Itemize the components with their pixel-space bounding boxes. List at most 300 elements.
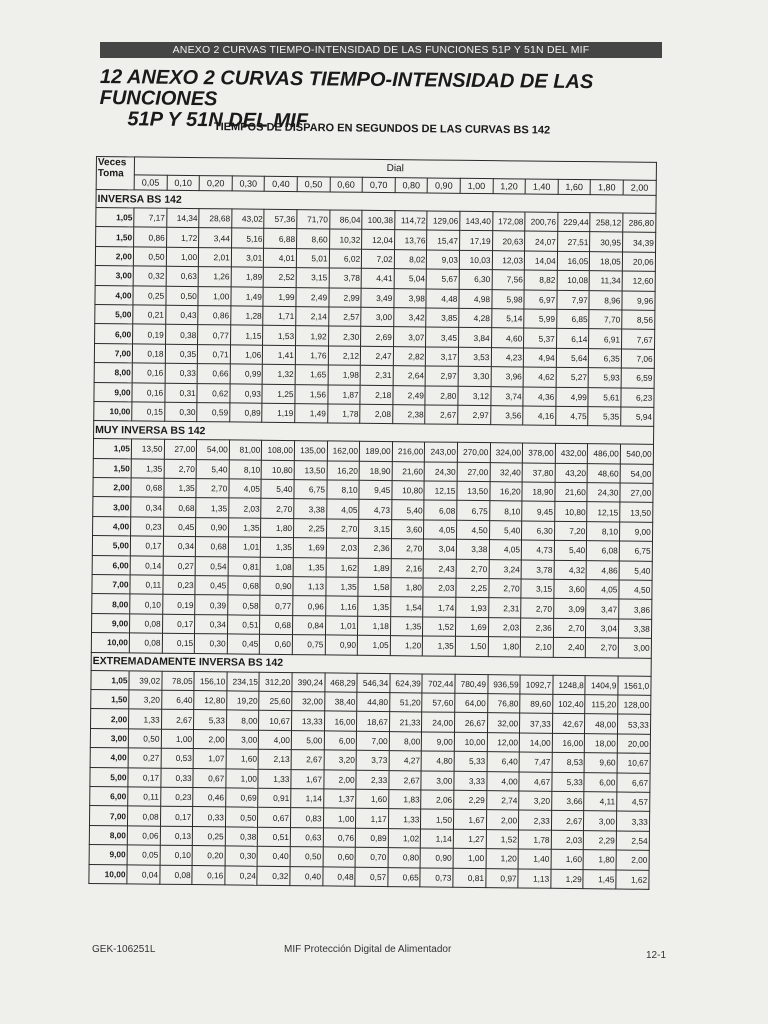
time-value-cell: 0,70 [355, 847, 388, 867]
time-value-cell: 4,86 [586, 560, 619, 580]
multiple-cell: 1,50 [93, 458, 131, 478]
table-body [89, 190, 656, 890]
time-value-cell: 378,00 [522, 443, 555, 463]
time-value-cell: 1,92 [295, 326, 328, 346]
time-value-cell: 5,61 [588, 387, 621, 407]
time-value-cell: 0,83 [290, 808, 323, 828]
time-value-cell: 4,94 [523, 348, 556, 368]
multiple-cell: 7,00 [89, 806, 127, 826]
time-value-cell: 8,10 [326, 480, 359, 500]
time-value-cell: 3,78 [329, 268, 362, 288]
time-value-cell: 2,67 [291, 750, 324, 770]
time-value-cell: 81,00 [229, 440, 262, 460]
time-value-cell: 0,63 [166, 266, 199, 286]
time-value-cell: 27,00 [164, 440, 197, 460]
time-value-cell: 2,06 [421, 790, 454, 810]
time-value-cell: 19,20 [226, 691, 259, 711]
time-value-cell: 16,00 [552, 733, 585, 753]
time-value-cell: 1,35 [390, 616, 423, 636]
multiple-cell: 6,00 [90, 786, 128, 806]
time-value-cell: 3,44 [199, 228, 232, 248]
time-value-cell: 0,90 [325, 635, 358, 655]
time-value-cell: 0,40 [290, 866, 323, 886]
time-value-cell: 0,75 [292, 635, 325, 655]
time-value-cell: 4,16 [523, 406, 556, 426]
time-value-cell: 1,13 [518, 868, 551, 888]
time-value-cell: 270,00 [457, 443, 490, 463]
time-value-cell: 0,91 [258, 788, 291, 808]
time-value-cell: 8,10 [229, 460, 262, 480]
time-value-cell: 200,76 [525, 212, 558, 232]
time-value-cell: 0,30 [164, 402, 197, 422]
time-value-cell: 1,35 [423, 636, 456, 656]
time-value-cell: 3,38 [618, 619, 651, 639]
time-value-cell: 3,04 [424, 539, 457, 559]
time-value-cell: 0,33 [193, 807, 226, 827]
time-value-cell: 1,00 [166, 247, 199, 267]
time-value-cell: 1,14 [291, 789, 324, 809]
time-value-cell: 4,32 [554, 560, 587, 580]
time-value-cell: 0,34 [163, 536, 196, 556]
time-value-cell: 5,98 [491, 289, 524, 309]
time-value-cell: 12,80 [194, 691, 227, 711]
time-value-cell: 0,05 [127, 845, 160, 865]
time-value-cell: 0,99 [230, 364, 263, 384]
time-value-cell: 13,76 [394, 230, 427, 250]
time-value-cell: 6,67 [617, 773, 650, 793]
time-value-cell: 1,33 [129, 709, 162, 729]
time-value-cell: 5,27 [556, 367, 589, 387]
time-value-cell: 86,04 [329, 210, 362, 230]
dial-header: Dial [134, 157, 656, 180]
time-value-cell: 5,40 [554, 541, 587, 561]
time-value-cell: 10,32 [329, 229, 362, 249]
time-value-cell: 4,99 [556, 387, 589, 407]
time-value-cell: 1,80 [583, 850, 616, 870]
time-value-cell: 432,00 [555, 444, 588, 464]
time-value-cell: 2,08 [360, 404, 393, 424]
time-value-cell: 4,00 [259, 730, 292, 750]
time-value-cell: 0,86 [198, 306, 231, 326]
time-value-cell: 1248,8 [553, 675, 586, 695]
time-value-cell: 3,84 [458, 328, 491, 348]
time-value-cell: 5,33 [552, 772, 585, 792]
time-value-cell: 2,30 [328, 326, 361, 346]
time-value-cell: 3,00 [584, 811, 617, 831]
time-value-cell: 54,00 [197, 440, 230, 460]
time-value-cell: 0,63 [290, 827, 323, 847]
time-value-cell: 1,58 [358, 577, 391, 597]
time-value-cell: 43,02 [232, 209, 265, 229]
time-value-cell: 6,08 [587, 541, 620, 561]
time-value-cell: 6,40 [487, 752, 520, 772]
time-value-cell: 3,24 [489, 559, 522, 579]
time-value-cell: 1,54 [390, 597, 423, 617]
time-value-cell: 0,20 [192, 846, 225, 866]
time-value-cell: 32,40 [490, 462, 523, 482]
time-value-cell: 3,33 [616, 811, 649, 831]
time-value-cell: 0,71 [198, 344, 231, 364]
time-value-cell: 2,74 [486, 791, 519, 811]
dial-value-cell: 1,00 [460, 178, 493, 193]
time-value-cell: 6,02 [329, 249, 362, 269]
time-value-cell: 1,83 [388, 790, 421, 810]
time-value-cell: 7,00 [356, 731, 389, 751]
time-value-cell: 5,99 [524, 309, 557, 329]
time-value-cell: 7,02 [361, 249, 394, 269]
time-value-cell: 1,33 [258, 769, 291, 789]
time-value-cell: 0,17 [160, 807, 193, 827]
time-value-cell: 0,93 [230, 383, 263, 403]
time-value-cell: 0,57 [355, 867, 388, 887]
time-value-cell: 1,78 [327, 404, 360, 424]
time-value-cell: 3,15 [521, 579, 554, 599]
time-value-cell: 128,00 [618, 695, 651, 715]
time-value-cell: 546,34 [357, 673, 390, 693]
time-value-cell: 4,36 [523, 387, 556, 407]
time-value-cell: 27,00 [457, 462, 490, 482]
section-title: INVERSA BS 142 [96, 190, 656, 214]
time-value-cell: 12,15 [424, 481, 457, 501]
time-value-cell: 9,60 [584, 753, 617, 773]
time-value-cell: 2,54 [616, 831, 649, 851]
time-value-cell: 4,28 [459, 308, 492, 328]
time-value-cell: 1,62 [616, 869, 649, 889]
time-value-cell: 0,68 [260, 615, 293, 635]
time-value-cell: 32,00 [292, 692, 325, 712]
time-value-cell: 5,01 [296, 248, 329, 268]
time-value-cell: 1,72 [166, 228, 199, 248]
time-value-cell: 624,39 [390, 673, 423, 693]
time-value-cell: 12,04 [362, 230, 395, 250]
multiple-cell: 10,00 [91, 633, 129, 653]
time-value-cell: 3,20 [129, 690, 162, 710]
time-value-cell: 1,93 [456, 598, 489, 618]
time-value-cell: 2,67 [389, 770, 422, 790]
time-value-cell: 0,17 [130, 536, 163, 556]
time-value-cell: 1,98 [328, 365, 361, 385]
time-value-cell: 0,77 [198, 325, 231, 345]
time-value-cell: 258,12 [590, 213, 623, 233]
time-value-cell: 2,10 [520, 637, 553, 657]
time-value-cell: 42,67 [552, 714, 585, 734]
time-value-cell: 2,82 [393, 346, 426, 366]
time-value-cell: 0,39 [195, 595, 228, 615]
multiple-cell: 1,50 [91, 689, 129, 709]
time-value-cell: 1,35 [131, 459, 164, 479]
dial-value-cell: 0,40 [265, 176, 298, 191]
time-value-cell: 7,17 [134, 208, 167, 228]
time-value-cell: 0,69 [225, 788, 258, 808]
time-value-cell: 3,66 [551, 791, 584, 811]
multiple-cell: 2,00 [91, 709, 129, 729]
time-value-cell: 3,74 [490, 386, 523, 406]
time-value-cell: 0,33 [165, 363, 198, 383]
time-value-cell: 229,44 [557, 212, 590, 232]
time-value-cell: 27,51 [557, 232, 590, 252]
time-value-cell: 0,32 [257, 866, 290, 886]
time-value-cell: 4,23 [491, 347, 524, 367]
dial-value-cell: 0,30 [232, 176, 265, 191]
time-value-cell: 12,03 [492, 250, 525, 270]
time-value-cell: 4,05 [229, 479, 262, 499]
time-value-cell: 4,60 [491, 328, 524, 348]
multiple-cell: 1,05 [91, 670, 129, 690]
time-value-cell: 10,67 [259, 711, 292, 731]
time-value-cell: 1,87 [327, 384, 360, 404]
time-value-cell: 8,53 [552, 752, 585, 772]
time-value-cell: 1,33 [388, 809, 421, 829]
time-value-cell: 2,99 [328, 288, 361, 308]
multiple-cell: 6,00 [92, 555, 130, 575]
time-value-cell: 3,98 [394, 288, 427, 308]
time-value-cell: 0,89 [230, 403, 263, 423]
time-value-cell: 2,64 [393, 366, 426, 386]
time-value-cell: 8,10 [489, 501, 522, 521]
time-value-cell: 0,17 [162, 614, 195, 634]
multiple-cell: 8,00 [94, 363, 132, 383]
time-value-cell: 2,00 [193, 729, 226, 749]
time-value-cell: 8,10 [587, 522, 620, 542]
time-value-cell: 3,01 [231, 248, 264, 268]
time-value-cell: 2,70 [521, 598, 554, 618]
time-value-cell: 0,30 [225, 846, 258, 866]
multiple-cell: 1,05 [93, 439, 131, 459]
time-value-cell: 0,34 [131, 497, 164, 517]
time-value-cell: 1,49 [231, 286, 264, 306]
multiple-cell: 9,00 [89, 845, 127, 865]
time-value-cell: 0,08 [129, 633, 162, 653]
time-value-cell: 156,10 [194, 671, 227, 691]
time-value-cell: 20,00 [617, 734, 650, 754]
time-value-cell: 1,32 [262, 364, 295, 384]
time-value-cell: 24,07 [525, 231, 558, 251]
time-value-cell: 5,37 [524, 328, 557, 348]
page-title-line-2: 51P Y 51N DEL MIF [127, 108, 309, 133]
dial-value-cell: 2,00 [623, 180, 656, 195]
time-value-cell: 0,97 [485, 868, 518, 888]
time-value-cell: 2,49 [393, 385, 426, 405]
time-value-cell: 9,03 [427, 250, 460, 270]
table-subtitle: TIEMPOS DE DISPARO EN SEGUNDOS DE LAS CURVAS BS 142 [213, 121, 551, 137]
time-value-cell: 3,42 [393, 308, 426, 328]
time-value-cell: 1,00 [161, 729, 194, 749]
time-value-cell: 0,50 [166, 286, 199, 306]
time-value-cell: 3,00 [226, 730, 259, 750]
time-value-cell: 1,62 [326, 558, 359, 578]
time-value-cell: 0,65 [388, 867, 421, 887]
time-value-cell: 3,56 [490, 406, 523, 426]
time-value-cell: 3,78 [521, 560, 554, 580]
time-value-cell: 12,60 [622, 271, 655, 291]
time-value-cell: 3,00 [618, 638, 651, 658]
time-value-cell: 3,00 [361, 307, 394, 327]
time-value-cell: 0,50 [128, 729, 161, 749]
time-value-cell: 2,97 [458, 405, 491, 425]
multiple-cell: 1,05 [96, 208, 134, 228]
time-value-cell: 0,04 [127, 864, 160, 884]
time-value-cell: 0,60 [260, 634, 293, 654]
time-value-cell: 2,01 [199, 247, 232, 267]
multiple-cell: 3,00 [95, 266, 133, 286]
time-value-cell: 6,30 [459, 269, 492, 289]
time-value-cell: 0,31 [165, 383, 198, 403]
time-value-cell: 2,57 [328, 307, 361, 327]
time-value-cell: 5,35 [588, 407, 621, 427]
time-value-cell: 0,35 [165, 344, 198, 364]
time-value-cell: 5,94 [621, 407, 654, 427]
time-value-cell: 0,89 [355, 828, 388, 848]
time-value-cell: 30,95 [590, 232, 623, 252]
time-value-cell: 1,69 [455, 617, 488, 637]
time-value-cell: 1,60 [551, 849, 584, 869]
time-value-cell: 0,68 [196, 537, 229, 557]
time-value-cell: 2,43 [423, 559, 456, 579]
time-value-cell: 2,25 [456, 578, 489, 598]
time-value-cell: 3,20 [519, 791, 552, 811]
time-value-cell: 2,47 [360, 346, 393, 366]
dial-value-cell: 0,80 [395, 178, 428, 193]
time-value-cell: 37,33 [520, 713, 553, 733]
time-value-cell: 0,51 [258, 827, 291, 847]
time-value-cell: 1,35 [261, 537, 294, 557]
time-value-cell: 14,34 [166, 208, 199, 228]
corner-label-veces: Veces [97, 157, 127, 169]
time-value-cell: 39,02 [129, 670, 162, 690]
time-value-cell: 2,29 [454, 790, 487, 810]
time-value-cell: 10,08 [557, 271, 590, 291]
time-value-cell: 1,28 [231, 306, 264, 326]
time-value-cell: 4,50 [619, 580, 652, 600]
time-value-cell: 0,33 [160, 768, 193, 788]
time-value-cell: 3,00 [421, 770, 454, 790]
time-value-cell: 1,67 [453, 810, 486, 830]
time-value-cell: 2,00 [486, 810, 519, 830]
time-value-cell: 8,00 [226, 710, 259, 730]
time-value-cell: 9,45 [359, 480, 392, 500]
time-value-cell: 2,70 [488, 579, 521, 599]
time-value-cell: 25,60 [259, 691, 292, 711]
time-value-cell: 0,67 [193, 768, 226, 788]
time-value-cell: 89,60 [520, 694, 553, 714]
time-value-cell: 24,30 [424, 462, 457, 482]
time-value-cell: 0,90 [260, 576, 293, 596]
time-value-cell: 64,00 [455, 693, 488, 713]
multiple-cell: 10,00 [94, 401, 132, 421]
time-value-cell: 0,08 [130, 614, 163, 634]
time-value-cell: 1,35 [228, 518, 261, 538]
time-value-cell: 0,17 [128, 767, 161, 787]
time-value-cell: 38,40 [324, 692, 357, 712]
time-value-cell: 2,29 [584, 830, 617, 850]
time-value-cell: 1,69 [293, 538, 326, 558]
time-value-cell: 0,27 [163, 556, 196, 576]
time-value-cell: 1,78 [518, 830, 551, 850]
time-value-cell: 5,64 [556, 348, 589, 368]
time-value-cell: 3,30 [458, 366, 491, 386]
time-value-cell: 20,06 [622, 252, 655, 272]
multiple-cell: 5,00 [95, 304, 133, 324]
time-value-cell: 3,60 [554, 579, 587, 599]
time-value-cell: 2,97 [425, 366, 458, 386]
time-value-cell: 286,80 [623, 213, 656, 233]
time-value-cell: 2,33 [356, 770, 389, 790]
time-value-cell: 2,40 [553, 638, 586, 658]
time-value-cell: 43,20 [555, 463, 588, 483]
time-value-cell: 3,12 [458, 386, 491, 406]
section-title: MUY INVERSA BS 142 [94, 421, 654, 445]
time-value-cell: 20,63 [492, 231, 525, 251]
time-value-cell: 324,00 [490, 443, 523, 463]
time-value-cell: 3,15 [359, 519, 392, 539]
time-value-cell: 0,73 [420, 867, 453, 887]
header-banner: ANEXO 2 CURVAS TIEMPO-INTENSIDAD DE LAS FUNCIONES 51P Y 51N DEL MIF [100, 42, 662, 58]
dial-value-cell: 1,40 [525, 179, 558, 194]
time-value-cell: 1,25 [262, 384, 295, 404]
time-value-cell: 5,40 [489, 520, 522, 540]
time-value-cell: 4,11 [584, 792, 617, 812]
time-value-cell: 4,73 [521, 540, 554, 560]
time-value-cell: 2,03 [326, 538, 359, 558]
time-value-cell: 6,75 [294, 480, 327, 500]
time-value-cell: 0,58 [227, 595, 260, 615]
time-value-cell: 71,70 [297, 210, 330, 230]
time-value-cell: 1,35 [325, 577, 358, 597]
dial-value-cell: 0,05 [134, 175, 167, 190]
time-value-cell: 0,81 [228, 557, 261, 577]
time-value-cell: 16,05 [557, 251, 590, 271]
time-value-cell: 16,20 [327, 461, 360, 481]
dial-value-cell: 0,60 [330, 177, 363, 192]
time-value-cell: 2,00 [323, 769, 356, 789]
time-value-cell: 1,76 [295, 345, 328, 365]
time-value-cell: 468,29 [324, 673, 357, 693]
time-value-cell: 1,06 [230, 345, 263, 365]
time-value-cell: 9,45 [522, 501, 555, 521]
time-value-cell: 162,00 [327, 441, 360, 461]
time-value-cell: 3,33 [454, 771, 487, 791]
time-value-cell: 0,53 [161, 748, 194, 768]
time-value-cell: 12,15 [587, 502, 620, 522]
time-value-cell: 6,08 [424, 500, 457, 520]
time-value-cell: 5,40 [196, 459, 229, 479]
time-value-cell: 0,50 [290, 847, 323, 867]
multiple-cell: 10,00 [89, 864, 127, 884]
time-value-cell: 48,00 [585, 714, 618, 734]
time-value-cell: 0,10 [160, 845, 193, 865]
time-value-cell: 0,08 [159, 865, 192, 885]
time-value-cell: 0,90 [420, 848, 453, 868]
multiple-cell: 1,50 [96, 227, 134, 247]
time-value-cell: 1,05 [357, 635, 390, 655]
time-value-cell: 0,11 [128, 787, 161, 807]
time-value-cell: 108,00 [262, 441, 295, 461]
time-value-cell: 0,38 [225, 827, 258, 847]
time-value-cell: 1,60 [226, 749, 259, 769]
time-value-cell: 1,37 [323, 789, 356, 809]
time-value-cell: 0,68 [131, 478, 164, 498]
time-value-cell: 3,45 [426, 327, 459, 347]
time-value-cell: 2,70 [553, 618, 586, 638]
time-value-cell: 1,15 [230, 325, 263, 345]
time-value-cell: 2,00 [616, 850, 649, 870]
time-value-cell: 48,60 [587, 463, 620, 483]
dial-value-cell: 0,90 [427, 178, 460, 193]
time-value-cell: 1,80 [261, 518, 294, 538]
time-value-cell: 24,30 [587, 483, 620, 503]
multiple-cell: 8,00 [89, 825, 127, 845]
time-value-cell: 234,15 [227, 671, 260, 691]
